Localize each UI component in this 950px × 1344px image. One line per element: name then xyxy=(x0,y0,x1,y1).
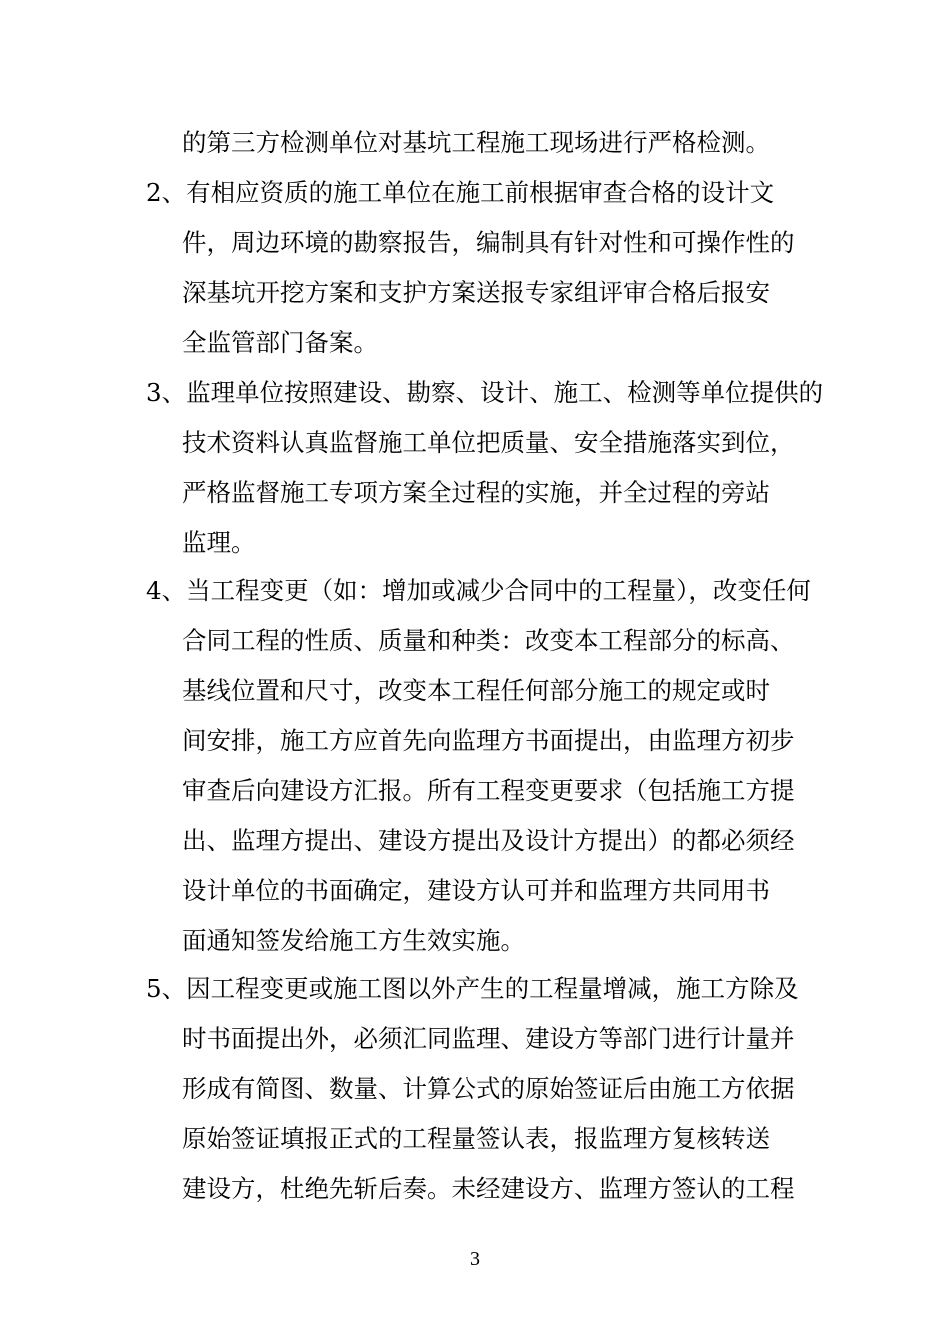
text-line: 合同工程的性质、质量和种类：改变本工程部分的标高、 xyxy=(182,626,795,655)
page-number: 3 xyxy=(470,1248,480,1270)
text-line: 技术资料认真监督施工单位把质量、安全措施落实到位， xyxy=(182,428,795,457)
text-line: 3、监理单位按照建设、勘察、设计、施工、检测等单位提供的 xyxy=(146,378,824,407)
text-line: 设计单位的书面确定，建设方认可并和监理方共同用书 xyxy=(182,876,770,905)
text-line: 深基坑开挖方案和支护方案送报专家组评审合格后报安 xyxy=(182,278,770,307)
text-line: 审查后向建设方汇报。所有工程变更要求（包括施工方提 xyxy=(182,776,795,805)
text-line: 监理。 xyxy=(182,528,256,557)
text-line: 的第三方检测单位对基坑工程施工现场进行严格检测。 xyxy=(182,128,770,157)
text-line: 出、监理方提出、建设方提出及设计方提出）的都必须经 xyxy=(182,826,795,855)
text-line: 间安排，施工方应首先向监理方书面提出，由监理方初步 xyxy=(182,726,795,755)
text-line: 5、因工程变更或施工图以外产生的工程量增减，施工方除及 xyxy=(146,974,799,1003)
text-line: 全监管部门备案。 xyxy=(182,328,378,357)
text-line: 面通知签发给施工方生效实施。 xyxy=(182,926,525,955)
text-line: 时书面提出外，必须汇同监理、建设方等部门进行计量并 xyxy=(182,1024,795,1053)
text-line: 严格监督施工专项方案全过程的实施，并全过程的旁站 xyxy=(182,478,770,507)
text-line: 形成有简图、数量、计算公式的原始签证后由施工方依据 xyxy=(182,1074,795,1103)
text-line: 2、有相应资质的施工单位在施工前根据审查合格的设计文 xyxy=(146,178,775,207)
text-line: 原始签证填报正式的工程量签认表，报监理方复核转送 xyxy=(182,1124,770,1153)
text-line: 建设方，杜绝先斩后奏。未经建设方、监理方签认的工程 xyxy=(182,1174,795,1203)
text-line: 4、当工程变更（如：增加或减少合同中的工程量），改变任何 xyxy=(146,576,811,605)
text-line: 件，周边环境的勘察报告，编制具有针对性和可操作性的 xyxy=(182,228,795,257)
text-line: 基线位置和尺寸，改变本工程任何部分施工的规定或时 xyxy=(182,676,770,705)
